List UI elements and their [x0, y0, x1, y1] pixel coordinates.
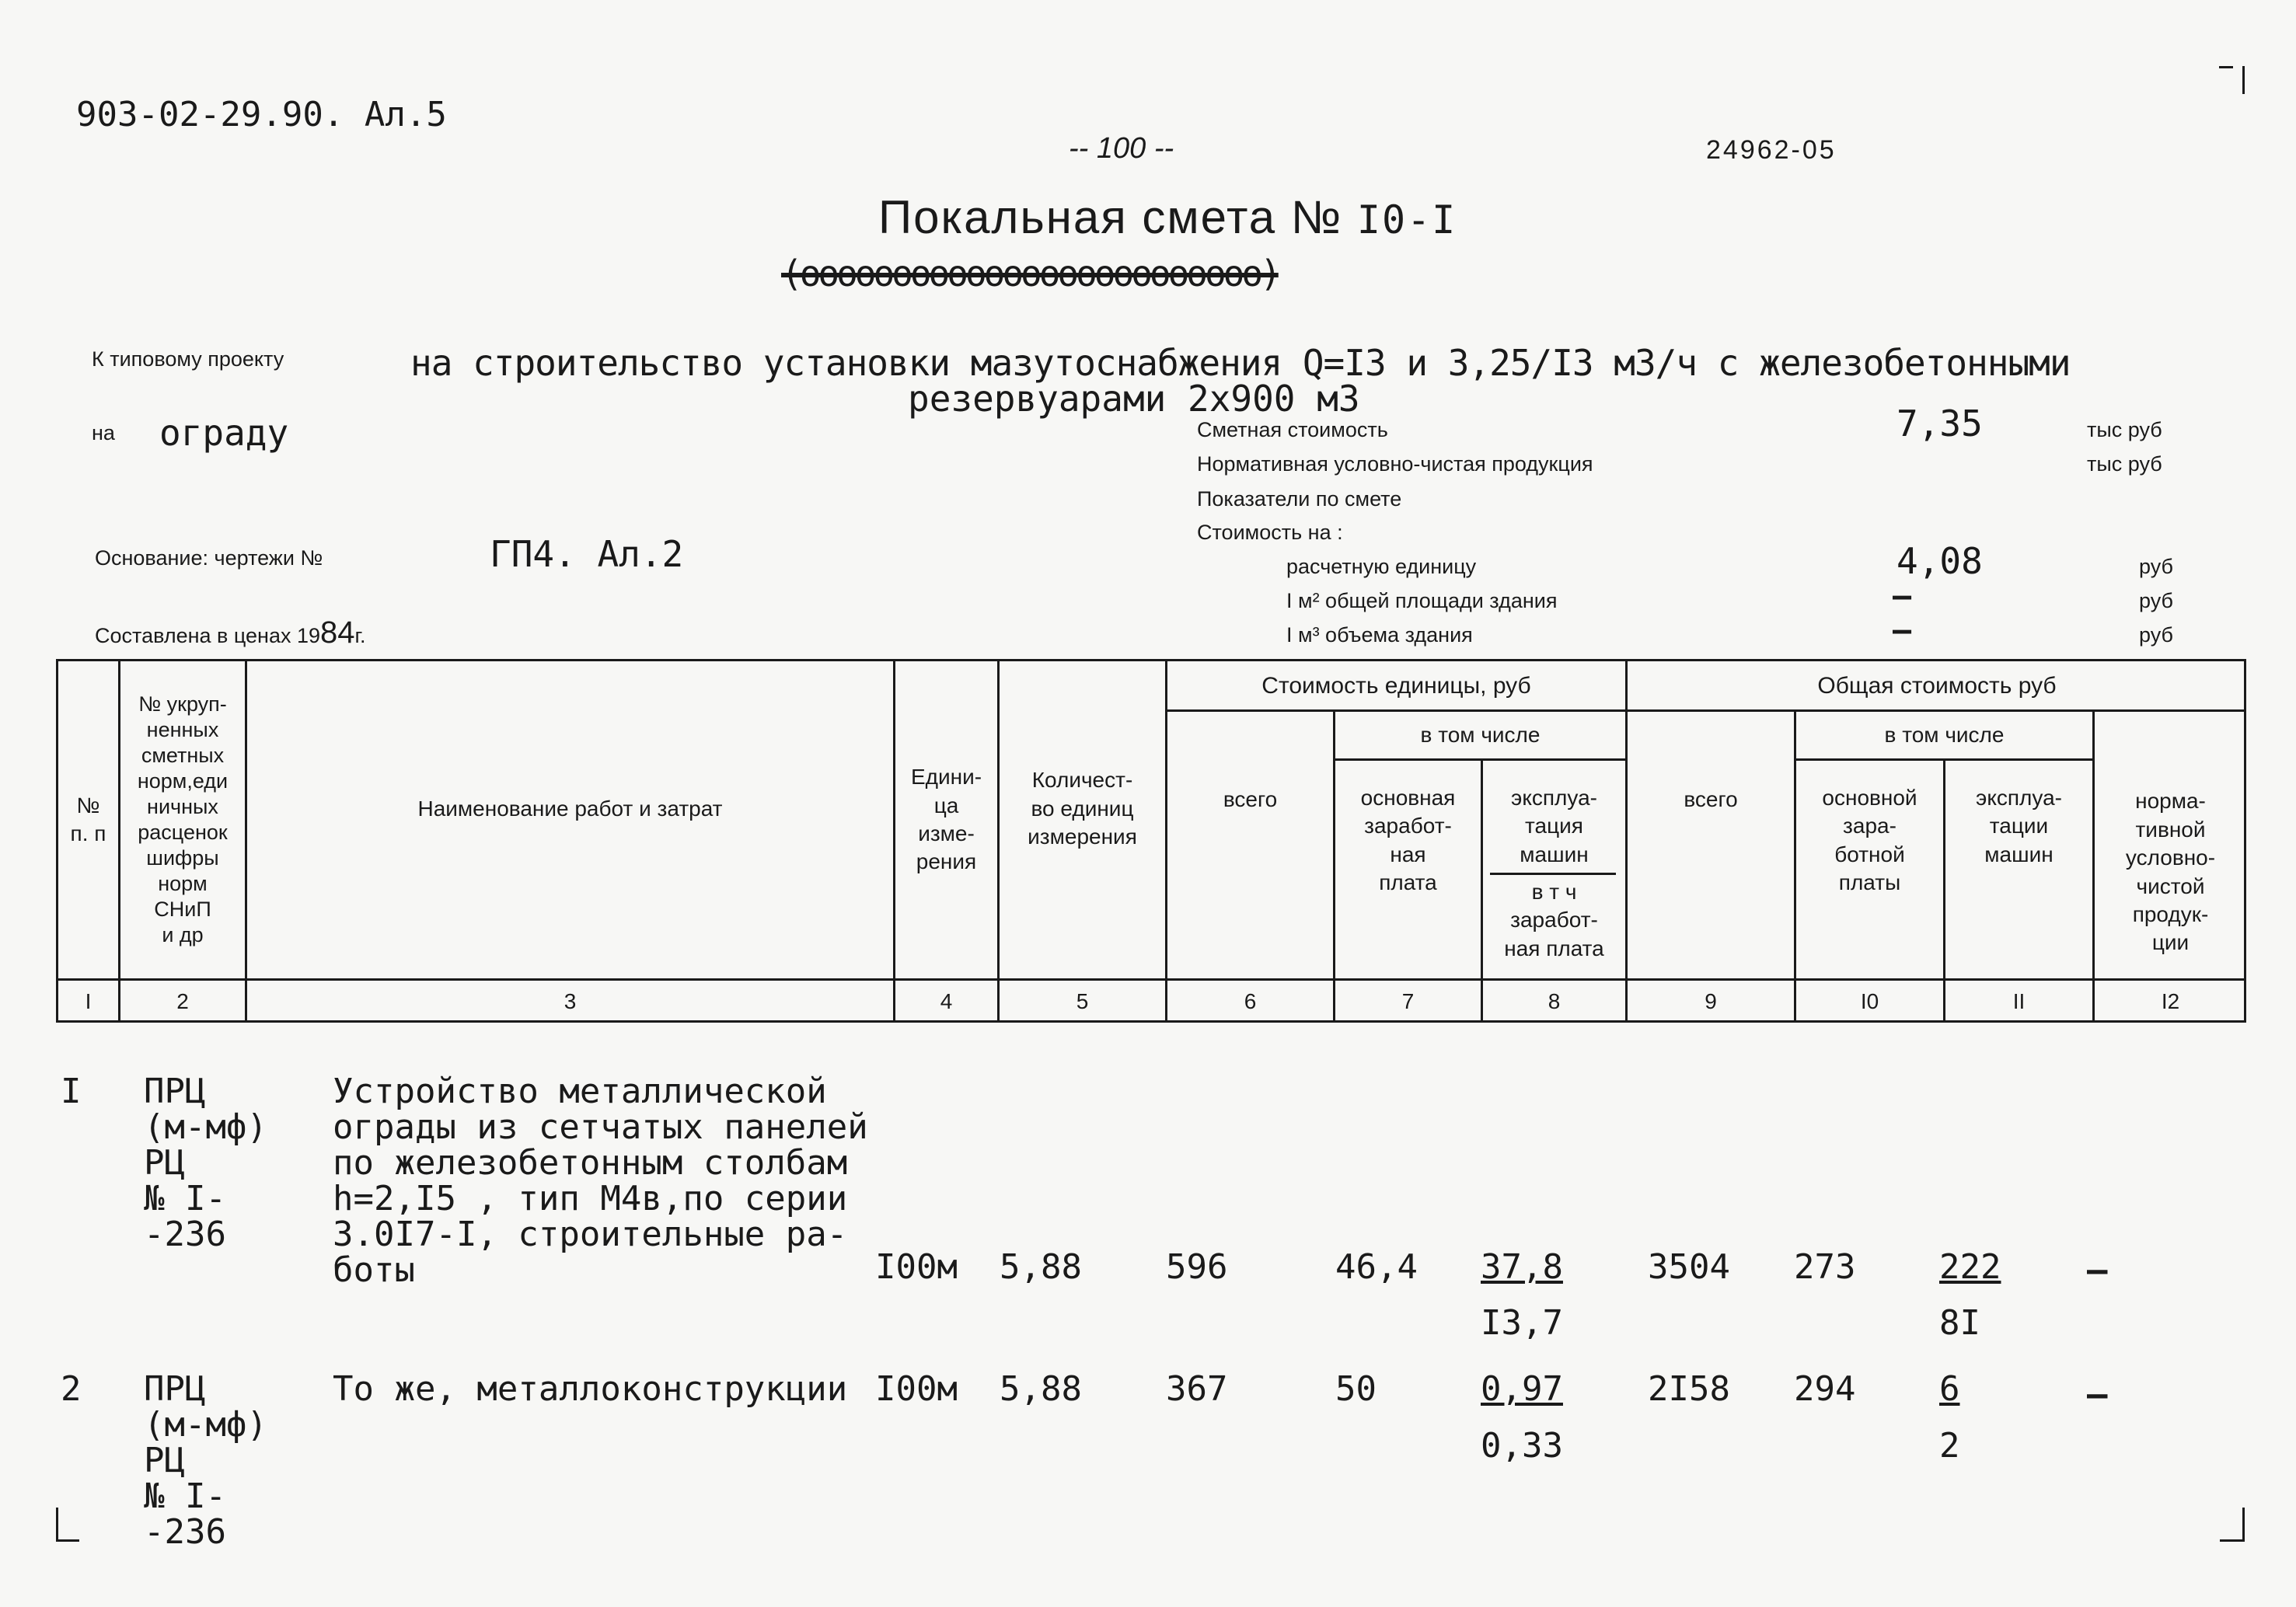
row-1-total-mach: 222	[1939, 1247, 2001, 1287]
col-num-6: 6	[1244, 988, 1257, 1013]
col-num-2: 2	[176, 988, 189, 1013]
row-2-total-mach-wage: 2	[1939, 1426, 1960, 1466]
unit-unit: руб	[2139, 555, 2173, 578]
row-2-name: То же, металлоконструкции	[333, 1369, 848, 1409]
volume-unit: руб	[2139, 623, 2173, 647]
col-num-1: I	[85, 988, 92, 1013]
row-2-total-wage: 294	[1794, 1369, 1856, 1409]
prices-year: 84	[320, 615, 355, 650]
prices-suffix: г.	[354, 624, 366, 647]
corner-mark-bottom-left-h	[56, 1539, 79, 1542]
header-mach-2: эксплуа- тации машин	[1976, 786, 2062, 866]
row-1-norm: –	[2087, 1250, 2108, 1290]
row-1-name: Устройство металлической ограды из сетчатых панелей по железобетонным столбам h=2,I5 , тип М4в,по серии 3.0I7-I, строительные ра- боты	[333, 1072, 868, 1290]
corner-mark-bottom-left	[56, 1508, 58, 1542]
document-code: 903-02-29.90. Ал.5	[76, 95, 447, 134]
row-2-norm: –	[2087, 1375, 2108, 1414]
row-2-unit-mach-wage: 0,33	[1481, 1426, 1563, 1466]
cost-unit: тыс руб	[2087, 418, 2162, 441]
col-num-8: 8	[1548, 988, 1561, 1013]
header-total-1: всего	[1223, 786, 1278, 811]
row-1-total: 3504	[1648, 1247, 1730, 1287]
header-mach-1-wage: в т ч заработ- ная плата	[1504, 880, 1604, 960]
row-2-total-mach: 6	[1939, 1369, 1960, 1409]
estimate-header-table	[56, 659, 2246, 1023]
cost-value: 7,35	[1896, 403, 1983, 444]
basis-value: ГП4. Ал.2	[490, 533, 684, 575]
row-1-unit-mach-wage: I3,7	[1481, 1303, 1563, 1343]
col-num-5: 5	[1076, 988, 1089, 1013]
volume-label: I м³ объема здания	[1286, 623, 1473, 647]
struck-subtitle: (ооооооооооооооооооооооооо)	[781, 253, 1279, 295]
row-1-total-wage: 273	[1794, 1247, 1856, 1287]
col-num-12: I2	[2161, 988, 2180, 1013]
area-label: I м² общей площади здания	[1286, 589, 1558, 612]
header-wage-1: основная заработ- ная плата	[1360, 786, 1456, 895]
row-2-total: 2I58	[1648, 1369, 1730, 1409]
title-text: Покальная смета №	[878, 191, 1343, 243]
row-1-num: I	[61, 1072, 82, 1111]
row-1-total-mach-wage: 8I	[1939, 1303, 1980, 1343]
unit-value: 4,08	[1896, 540, 1983, 582]
project-text-line1: на строительство установки мазутоснабжения Q=I3 и 3,25/I3 м3/ч с железобетонными	[410, 342, 2071, 384]
header-incl-2: в том числе	[1884, 722, 2005, 747]
prices-label	[95, 615, 366, 650]
row-1-unit-mach: 37,8	[1481, 1247, 1563, 1287]
corner-mark-top-right	[2242, 66, 2245, 94]
row-2-unit-total: 367	[1166, 1369, 1228, 1409]
row-2-unit: I00м	[875, 1369, 958, 1409]
prices-label-text: Составлена в ценах 19	[95, 624, 320, 647]
col-num-11: II	[2012, 988, 2026, 1013]
col-num-10: I0	[1860, 988, 1879, 1013]
header-unit: Едини- ца изме- рения	[910, 765, 982, 874]
col-num-4: 4	[940, 988, 953, 1013]
row-1-unit-total: 596	[1166, 1247, 1228, 1287]
header-qty: Количест- во единиц измерения	[1028, 768, 1137, 849]
row-1-code: ПРЦ (м-мф) РЦ № I- -236	[144, 1072, 267, 1254]
area-unit: руб	[2139, 589, 2173, 612]
page-number: -- 100 --	[1069, 132, 1174, 165]
row-2-code: ПРЦ (м-мф) РЦ № I- -236	[144, 1369, 267, 1552]
header-total-2: всего	[1684, 786, 1738, 811]
header-total-cost: Общая стоимость руб	[1817, 672, 2057, 699]
header-code: № укруп- ненных сметных норм,еди ничных расценок шифры норм СНиП и др	[137, 692, 229, 946]
header-mach-1: эксплуа- тация машин	[1511, 786, 1597, 866]
page-title	[878, 190, 1457, 244]
corner-mark-bottom-right-h	[2220, 1539, 2245, 1542]
net-unit: тыс руб	[2087, 452, 2162, 476]
archive-number: 24962-05	[1706, 135, 1837, 165]
col-num-3: 3	[564, 988, 577, 1013]
header-incl-1: в том числе	[1420, 722, 1541, 747]
corner-mark-bottom-right	[2242, 1508, 2245, 1542]
cost-label: Сметная стоимость	[1197, 418, 1388, 441]
indicators-label: Показатели по смете	[1197, 487, 1402, 511]
title-number: I0-I	[1356, 197, 1457, 242]
row-2-num: 2	[61, 1369, 82, 1409]
project-label: К типовому проекту	[92, 347, 284, 371]
header-name: Наименование работ и затрат	[417, 796, 723, 821]
unit-label: расчетную единицу	[1286, 555, 1477, 578]
header-wage-2: основной зара- ботной платы	[1822, 786, 1917, 895]
header-num: № п. п	[70, 793, 106, 845]
object-label: на	[92, 421, 115, 444]
corner-mark-top-right-h	[2219, 66, 2233, 68]
row-1-unit-wage: 46,4	[1335, 1247, 1418, 1287]
basis-label: Основание: чертежи №	[95, 546, 323, 570]
row-1-unit: I00м	[875, 1247, 958, 1287]
net-label: Нормативная условно-чистая продукция	[1197, 452, 1593, 476]
cost-per-label: Стоимость на :	[1197, 521, 1343, 544]
row-2-qty: 5,88	[1000, 1369, 1082, 1409]
col-num-9: 9	[1705, 988, 1717, 1013]
row-2-unit-wage: 50	[1335, 1369, 1377, 1409]
volume-value: –	[1893, 612, 1912, 648]
object-value: ограду	[159, 412, 289, 454]
row-1-qty: 5,88	[1000, 1247, 1082, 1287]
header-norm: норма- тивной условно- чистой продук- ции	[2125, 789, 2216, 955]
area-value: –	[1893, 578, 1912, 614]
project-text-line2: резервуарами 2х900 м3	[908, 378, 1360, 420]
header-unit-cost: Стоимость единицы, руб	[1261, 672, 1531, 699]
col-num-7: 7	[1401, 988, 1415, 1013]
row-2-unit-mach: 0,97	[1481, 1369, 1563, 1409]
